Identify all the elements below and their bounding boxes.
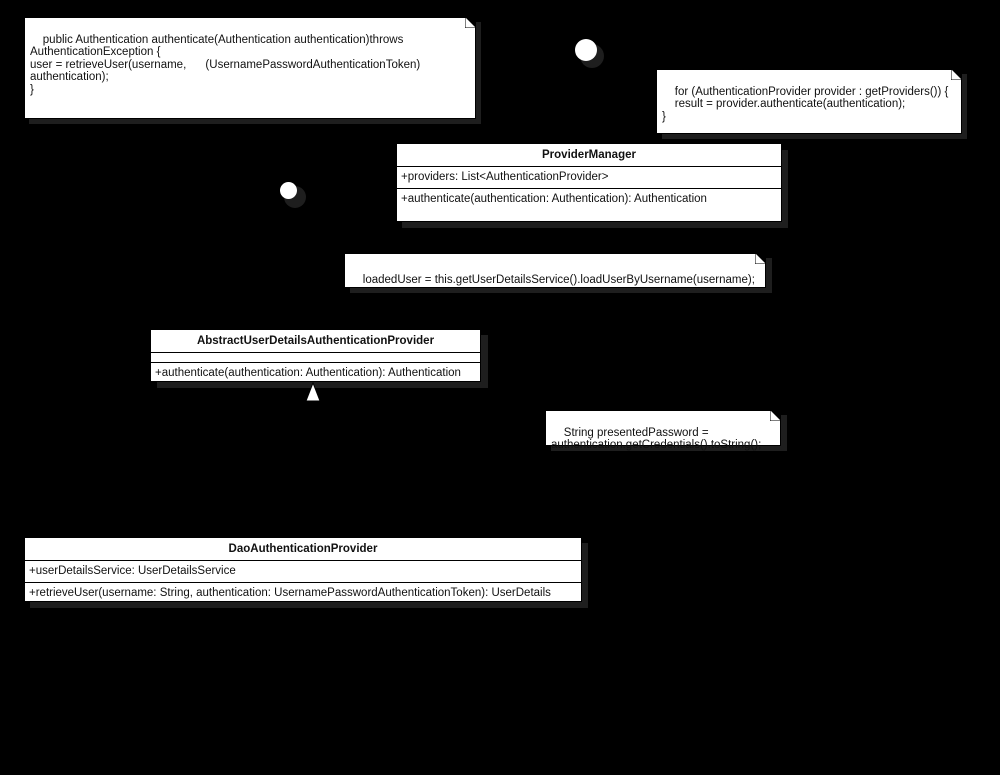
class-name: ProviderManager (542, 149, 636, 161)
note-loaded-user (344, 253, 766, 288)
class-abstract-user-details-provider (150, 329, 481, 382)
note-loaded-user-text: loadedUser = this.getUserDetailsService().loadUserByUsername(username); (362, 273, 755, 286)
class-dao-authentication-provider (24, 537, 582, 602)
class-operation: +authenticate(authentication: Authentication): Authentication (397, 188, 781, 210)
note-provider-loop (656, 69, 962, 134)
note-provider-loop-text: for (AuthenticationProvider provider : getProviders()) { result = provider.authenticate(authentication); } (662, 85, 949, 123)
class-attribute: +userDetailsService: UserDetailsService (25, 560, 581, 582)
note-presented-password-text: String presentedPassword = authentication.getCredentials().toString(); (551, 426, 762, 451)
initial-node-2 (280, 182, 297, 199)
class-name: DaoAuthenticationProvider (228, 543, 378, 555)
class-provider-manager (396, 143, 782, 222)
class-name: AbstractUserDetailsAuthenticationProvider (196, 335, 435, 347)
class-attributes-empty (151, 352, 480, 362)
inheritance-arrowhead-icon (306, 383, 320, 401)
class-operation: +authenticate(authentication: Authentication): Authentication (151, 362, 480, 384)
initial-node-1 (575, 39, 597, 61)
class-operation: +retrieveUser(username: String, authentication: UsernamePasswordAuthenticationToken): UserDetails (25, 582, 581, 604)
note-presented-password (545, 410, 781, 451)
class-attribute: +providers: List<AuthenticationProvider> (397, 166, 781, 188)
note-authenticate-impl-text: public Authentication authenticate(Authentication authentication)throws AuthenticationException { user = retrieveUser(username, (UsernamePasswordAuthenticationToken) authentication); } (30, 33, 421, 96)
note-authenticate-impl (24, 17, 476, 119)
